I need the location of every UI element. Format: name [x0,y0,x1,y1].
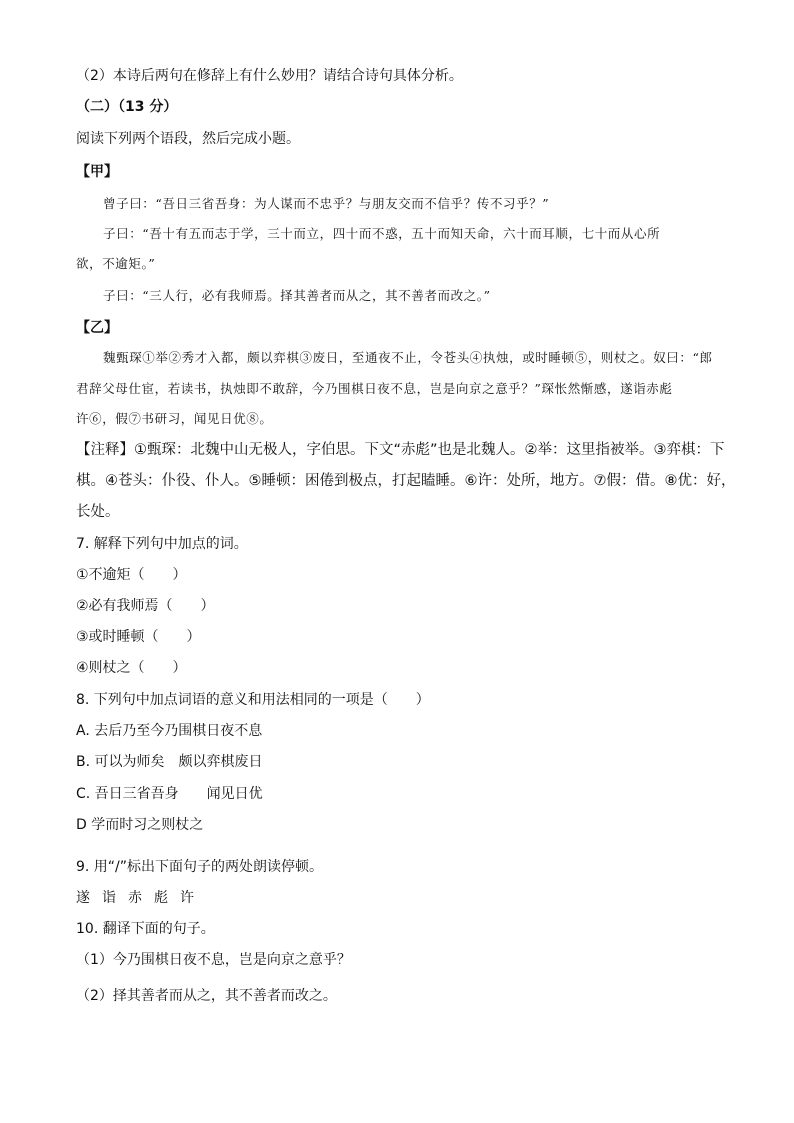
question-10-item: （1）今乃围棋日夜不息，岂是向京之意乎？ [76,952,351,968]
jia-line: 子曰：“三人行，必有我师焉。择其善者而从之，其不善者而改之。” [103,288,491,303]
question-9-sentence: 遂诣赤彪许 [76,890,206,906]
question-7-item: ③或时睡顿（ ） [76,629,201,645]
passage-jia-label: 【甲】 [76,164,118,180]
instruction: 阅读下列两个语段，然后完成小题。 [76,131,300,147]
yi-line: 君辞父母仕宦，若读书，执烛即不敢辞，今乃围棋日夜不息，岂是向京之意乎？”琛怅然惭感，遂诣赤彪 [76,381,673,396]
jia-line: 欲，不逾矩。” [76,256,156,271]
question-10-item: （2）择其善者而从之，其不善者而改之。 [76,988,337,1004]
jia-line: 子曰：“吾十有五而志于学，三十而立，四十而不惑，五十而知天命，六十而耳顺，七十而从心所 [103,226,661,241]
question-8-option-d: D 学而时习之则杖之 [76,817,204,833]
yi-line: 许⑥，假⑦书研习，闻见日优⑧。 [76,411,273,426]
annotation-line: 长处。 [76,504,120,520]
question-9-title: 9. 用“/”标出下面句子的两处朗读停顿。 [76,859,324,875]
annotation-line: 棋。④苍头：仆役、仆人。⑤睡顿：困倦到极点，打起瞌睡。⑥许：处所，地方。⑦假：借。⑧优：好， [76,473,736,489]
passage-yi-label: 【乙】 [76,320,118,336]
question-8-option-c: C. 吾日三省吾身 闻见日优 [76,786,263,802]
question-7-item: ④则杖之（ ） [76,660,187,676]
jia-line: 曾子曰：“吾日三省吾身：为人谋而不忠乎？与朋友交而不信乎？传不习乎？” [103,196,550,211]
question-7-title: 7. 解释下列句中加点的词。 [76,536,248,552]
question-10-title: 10. 翻译下面的句子。 [76,921,215,937]
annotation-line: 【注释】①甄琛：北魏中山无极人，字伯思。下文“赤彪”也是北魏人。②举：这里指被举。③弈棋：下 [76,442,725,458]
question-8-option-a: A. 去后乃至今乃围棋日夜不息 [76,723,263,739]
question-7-item: ②必有我师焉（ ） [76,598,215,614]
question-8-title: 8. 下列句中加点词语的意义和用法相同的一项是（ ） [76,692,430,708]
section-title: （二）（13 分） [76,99,178,115]
question-prev-2: （2）本诗后两句在修辞上有什么妙用？请结合诗句具体分析。 [76,68,463,84]
question-8-option-b: B. 可以为师矣 颇以弈棋废日 [76,754,263,770]
yi-line: 魏甄琛①举②秀才入都，颇以弈棋③废日，至通夜不止，令苍头④执烛，或时睡顿⑤，则杖之。奴曰：“郎 [103,350,713,365]
question-7-item: ①不逾矩（ ） [76,567,187,583]
